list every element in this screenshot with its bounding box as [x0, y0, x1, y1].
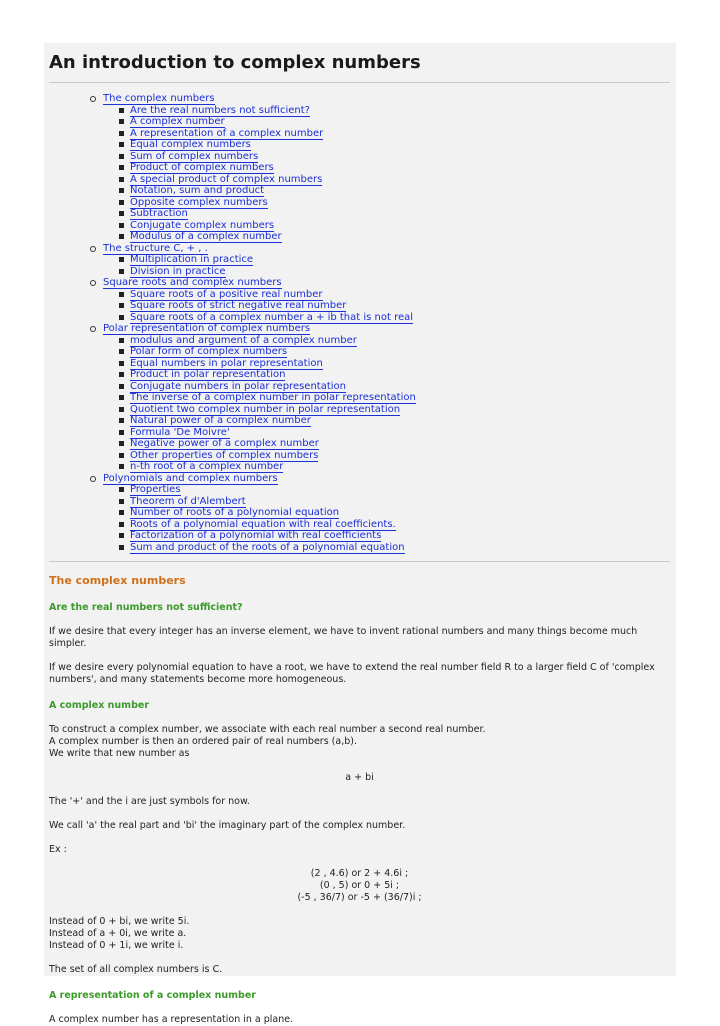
toc-subsection-link[interactable]: Theorem of d'Alembert	[130, 495, 246, 507]
subsection-title: A complex number	[49, 700, 150, 711]
toc-subsection-link[interactable]: Square roots of strict negative real number	[130, 300, 347, 311]
example-line: (0 , 5) or 0 + 5i ;	[319, 880, 400, 891]
toc-subsection-link[interactable]: Sum and product of the roots of a polynomial equation	[130, 541, 405, 553]
toc-subsection-item	[49, 300, 670, 312]
section-title: The complex numbers	[49, 574, 186, 587]
toc-subsection-item	[49, 542, 670, 554]
toc-section-link[interactable]: Polynomials and complex numbers	[103, 472, 278, 484]
toc-subsection-item	[49, 116, 670, 128]
toc-subsection-item	[49, 507, 670, 519]
toc-subsection-item	[49, 346, 670, 358]
divider	[49, 82, 670, 83]
toc-subsection-item	[49, 450, 670, 462]
toc-subsection-item	[49, 105, 670, 117]
paragraph: Instead of 0 + 1i, we write i.	[49, 940, 184, 951]
page-title: An introduction to complex numbers	[49, 52, 421, 73]
document-page	[44, 43, 676, 1025]
toc-subsection-link[interactable]: Conjugate numbers in polar representation	[130, 380, 346, 392]
toc-subsection-item	[49, 415, 670, 427]
toc-subsection-link[interactable]: Sum of complex numbers	[130, 150, 259, 162]
toc-subsection-item	[49, 404, 670, 416]
example-line: (2 , 4.6) or 2 + 4.6i ;	[310, 868, 409, 879]
paragraph: If we desire that every integer has an inverse element, we have to invent rational numbers and many things become much simpler.	[49, 626, 638, 649]
toc-subsection-link[interactable]: Opposite complex numbers	[130, 196, 268, 208]
toc-section-item	[49, 243, 670, 255]
toc-subsection-link[interactable]: n-th root of a complex number	[130, 461, 284, 472]
toc-subsection-link[interactable]: Number of roots of a polynomial equation	[130, 507, 340, 518]
paragraph: A complex number has a representation in a plane.	[49, 1014, 294, 1025]
paragraph: The set of all complex numbers is C.	[49, 964, 223, 975]
subsection-title: A representation of a complex number	[49, 990, 256, 1001]
toc-subsection-item	[49, 427, 670, 439]
toc-subsection-item	[49, 220, 670, 232]
toc-subsection-item	[49, 128, 670, 140]
paragraph: We write that new number as	[49, 748, 190, 759]
toc-section-item	[49, 277, 670, 289]
toc-subsection-link[interactable]: Division in practice	[130, 265, 226, 277]
toc-subsection-link[interactable]: Factorization of a polynomial with real coefficients	[130, 530, 382, 541]
toc-subsection-item	[49, 208, 670, 220]
toc-subsection-item	[49, 162, 670, 174]
toc-subsection-item	[49, 231, 670, 243]
divider	[49, 561, 670, 562]
toc-subsection-link[interactable]: The inverse of a complex number in polar representation	[130, 392, 416, 403]
toc-section-link[interactable]: Polar representation of complex numbers	[103, 323, 311, 334]
toc-subsection-link[interactable]: Product in polar representation	[130, 369, 286, 380]
paragraph: If we desire every polynomial equation to have a root, we have to extend the real number field R to a larger field C of 'complex numbers', and many statements become more homogeneous.	[49, 662, 655, 685]
paragraph: Instead of a + 0i, we write a.	[49, 928, 187, 939]
paragraph: The '+' and the i are just symbols for now.	[49, 796, 250, 807]
toc-subsection-item	[49, 335, 670, 347]
toc-subsection-link[interactable]: Natural power of a complex number	[130, 415, 311, 426]
toc-subsection-item	[49, 254, 670, 266]
toc-subsection-item	[49, 496, 670, 508]
toc-subsection-item	[49, 530, 670, 542]
example-label: Ex :	[49, 844, 67, 855]
toc-subsection-item	[49, 484, 670, 496]
toc-subsection-link[interactable]: Multiplication in practice	[130, 254, 254, 265]
toc-subsection-item	[49, 438, 670, 450]
toc-subsection-item	[49, 174, 670, 186]
toc-section-link[interactable]: The complex numbers	[103, 93, 215, 104]
toc-subsection-link[interactable]: Quotient two complex number in polar representation	[130, 403, 401, 415]
toc-subsection-item	[49, 381, 670, 393]
paragraph: Instead of 0 + bi, we write 5i.	[49, 916, 190, 927]
example-line: (-5 , 36/7) or -5 + (36/7)i ;	[297, 892, 422, 903]
table-of-contents	[49, 93, 670, 553]
toc-subsection-link[interactable]: Formula 'De Moivre'	[130, 426, 230, 438]
toc-subsection-link[interactable]: Equal complex numbers	[130, 139, 251, 150]
toc-list	[49, 93, 670, 553]
paragraph: A complex number is then an ordered pair of real numbers (a,b).	[49, 736, 357, 747]
toc-subsection-link[interactable]: Modulus of a complex number	[130, 231, 282, 242]
toc-subsection-item	[49, 139, 670, 151]
toc-subsection-link[interactable]: A representation of a complex number	[130, 127, 324, 139]
toc-section-link[interactable]: The structure C, + , .	[103, 242, 208, 254]
toc-subsection-item	[49, 185, 670, 197]
toc-subsection-link[interactable]: Product of complex numbers	[130, 162, 274, 173]
paragraph: To construct a complex number, we associate with each real number a second real number.	[49, 724, 486, 735]
toc-subsection-item	[49, 266, 670, 278]
toc-subsection-link[interactable]: Subtraction	[130, 208, 188, 219]
toc-subsection-link[interactable]: A special product of complex numbers	[130, 173, 323, 185]
toc-subsection-item	[49, 358, 670, 370]
toc-subsection-link[interactable]: Equal numbers in polar representation	[130, 357, 323, 369]
toc-subsection-item	[49, 392, 670, 404]
toc-subsection-link[interactable]: Notation, sum and product	[130, 185, 265, 196]
toc-section-link[interactable]: Square roots and complex numbers	[103, 277, 282, 288]
toc-subsection-link[interactable]: Conjugate complex numbers	[130, 219, 275, 231]
toc-subsection-link[interactable]: Properties	[130, 484, 181, 495]
toc-subsection-item	[49, 461, 670, 473]
toc-subsection-link[interactable]: Polar form of complex numbers	[130, 346, 288, 357]
paragraph: We call 'a' the real part and 'bi' the imaginary part of the complex number.	[49, 820, 406, 831]
toc-subsection-item	[49, 312, 670, 324]
toc-subsection-item	[49, 519, 670, 531]
subsection-title: Are the real numbers not sufficient?	[49, 602, 243, 613]
toc-subsection-link[interactable]: Other properties of complex numbers	[130, 449, 319, 461]
toc-subsection-link[interactable]: Square roots of a positive real number	[130, 288, 323, 300]
toc-subsection-item	[49, 151, 670, 163]
toc-subsection-link[interactable]: Are the real numbers not sufficient?	[130, 104, 310, 116]
toc-section-item	[49, 93, 670, 105]
toc-section-item	[49, 323, 670, 335]
toc-subsection-link[interactable]: A complex number	[130, 116, 225, 127]
toc-subsection-link[interactable]: Roots of a polynomial equation with real coefficients.	[130, 518, 396, 530]
toc-subsection-link[interactable]: Negative power of a complex number	[130, 438, 319, 449]
toc-section-item	[49, 473, 670, 485]
toc-subsection-link[interactable]: Square roots of a complex number a + ib that is not real	[130, 311, 414, 323]
formula: a + bi	[345, 772, 374, 783]
toc-subsection-item	[49, 369, 670, 381]
toc-subsection-item	[49, 197, 670, 209]
toc-subsection-link[interactable]: modulus and argument of a complex number	[130, 334, 357, 346]
toc-subsection-item	[49, 289, 670, 301]
